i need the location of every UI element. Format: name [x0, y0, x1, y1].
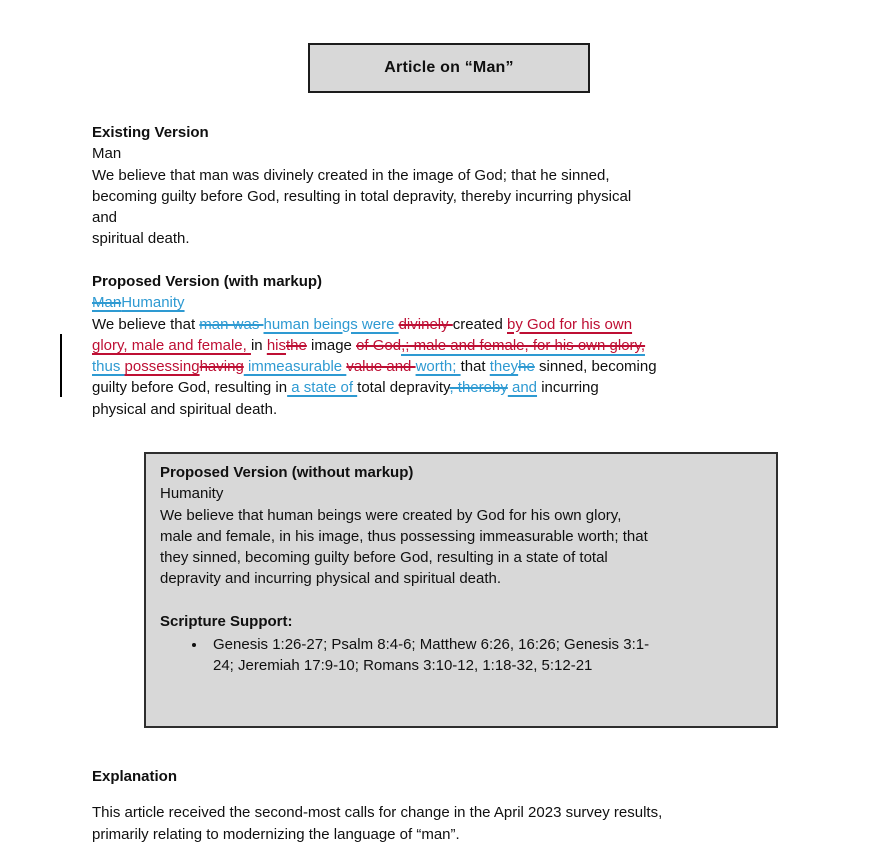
scripture-list-item: • Genesis 1:26-27; Psalm 8:4-6; Matthew 6:26, 16:26; Genesis 3:1- 24; Jeremiah 17:9-10; Romans 3:10-12, 1:18-32, 5:12-21	[207, 634, 762, 677]
tracked-change-segment: his	[266, 336, 286, 354]
proposed-markup-body	[92, 314, 657, 420]
existing-version-heading: Existing Version	[92, 124, 209, 141]
proposed-clean-box	[144, 452, 778, 728]
article-title: Article on “Man”	[384, 59, 514, 77]
proposed-clean-heading: Proposed Version (without markup)	[160, 464, 414, 481]
tracked-change-segment: Humanity	[121, 294, 185, 312]
explanation-heading: Explanation	[92, 768, 178, 785]
tracked-change-segment: image	[306, 336, 357, 354]
tracked-change-segment: sinned, becoming	[534, 358, 657, 376]
tracked-change-segment: incurring	[537, 379, 599, 397]
tracked-change-segment: having	[199, 358, 244, 376]
tracked-change-segment: , thereby	[449, 379, 508, 397]
explanation-text: This article received the second-most calls for change in the April 2023 survey results, primarily relating to modernizing the language of “man”.	[92, 804, 663, 843]
tracked-change-segment: divinely	[398, 315, 453, 333]
tracked-change-segment: in	[250, 336, 267, 354]
tracked-change-segment: physical and spiritual death.	[92, 400, 278, 418]
tracked-change-segment: human beings were	[263, 315, 399, 333]
tracked-change-segment: Man	[92, 294, 122, 312]
explanation-section	[92, 766, 662, 845]
proposed-clean-text: Humanity We believe that human beings were created by God for his own glory, male and female, in his image, thus possessing immeasurable worth; that they sinned, becoming guilty before God, resulting in a state of total depravity and incurring physical and spiritual death.	[160, 485, 648, 588]
tracked-change-segment: value and	[346, 358, 416, 376]
tracked-change-segment: ,; male and female, for his own glory,	[401, 336, 646, 354]
tracked-change-segment: the	[286, 336, 307, 354]
existing-version-text: Man We believe that man was divinely created in the image of God; that he sinned, becoming guilty before God, resulting in total depravity, thereby incurring physical and spiritual death.	[92, 145, 632, 248]
existing-version-section	[92, 122, 631, 250]
tracked-change-segment: a state of	[287, 379, 358, 397]
tracked-change-segment: worth;	[415, 358, 461, 376]
tracked-change-segment: created	[452, 315, 507, 333]
tracked-change-segment: he	[518, 358, 535, 376]
proposed-markup-heading: Proposed Version (with markup)	[92, 273, 323, 290]
tracked-change-bar	[60, 334, 62, 397]
tracked-change-segment: We believe that	[92, 315, 200, 333]
scripture-support-heading: Scripture Support:	[160, 612, 293, 630]
tracked-change-segment: possessing	[124, 358, 200, 376]
tracked-change-segment: thus	[92, 358, 125, 376]
tracked-change-segment: guilty before God, resulting in	[92, 379, 288, 397]
tracked-change-segment: man was	[199, 315, 264, 333]
tracked-change-segment: that	[460, 358, 490, 376]
tracked-change-segment: glory, male and female,	[92, 336, 251, 354]
proposed-markup-section	[92, 271, 657, 420]
tracked-change-segment: they	[489, 358, 519, 376]
scripture-list	[160, 634, 762, 677]
proposed-markup-title-line	[92, 292, 657, 313]
tracked-change-segment: total depravity	[357, 379, 450, 397]
tracked-change-segment: by God for his own	[507, 315, 633, 333]
tracked-change-segment: immeasurable	[243, 358, 347, 376]
article-title-box	[308, 43, 590, 93]
tracked-change-segment: of God	[356, 336, 402, 354]
tracked-change-segment: and	[507, 379, 538, 397]
